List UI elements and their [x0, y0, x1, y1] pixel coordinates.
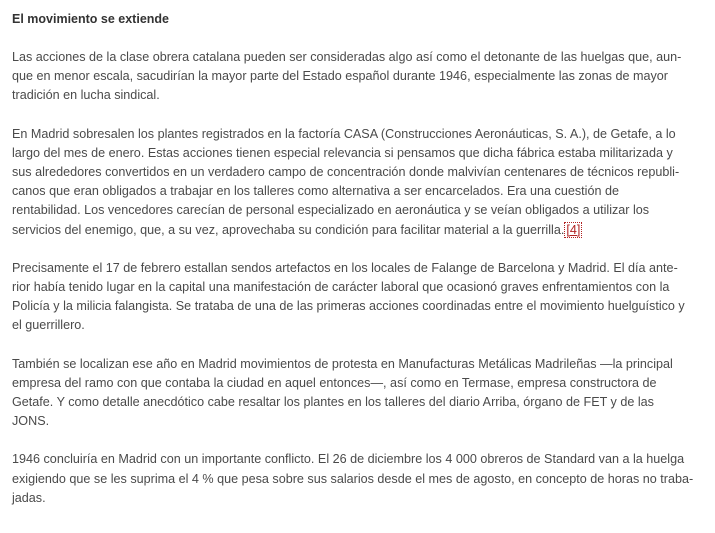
text-line: exigiendo que se les suprima el 4 % que pesa sobre sus salarios desde el mes de agosto, en concepto de horas no traba- — [12, 471, 694, 486]
text-line: JONS. — [12, 414, 50, 429]
text-line: rentabilidad. Los vencedores carecían de personal especializado en aeronáutica y se veían obligados a utilizar los — [12, 203, 650, 218]
section-heading: El movimiento se extiende — [12, 12, 169, 26]
text-line: Policía y la milicia falangista. Se trataba de una de las primeras acciones coordinadas entre el movimiento huelguístico y — [12, 299, 685, 314]
text-line-with-footnote — [12, 221, 703, 240]
text-line: que en menor escala, sacudirían la mayor parte del Estado español durante 1946, especialmente las zonas de mayor — [12, 69, 668, 84]
paragraph-2 — [12, 125, 703, 240]
paragraph-1 — [12, 48, 703, 106]
text-line: sus alrededores convertidos en un verdadero campo de concentración donde malvivían centenares de técnicos republi- — [12, 165, 680, 180]
paragraph-4 — [12, 355, 703, 432]
text-line: También se localizan ese año en Madrid movimientos de protesta en Manufacturas Metálicas Madrileñas —la principal — [12, 356, 673, 371]
text-line: Las acciones de la clase obrera catalana pueden ser consideradas algo así como el detonante de las huelgas que, aun- — [12, 50, 682, 64]
text-line: empresa del ramo con que contaba la ciudad en aquel entonces—, así como en Termase, empresa constructora de — [12, 375, 657, 390]
text-line: rior había tenido lugar en la capital una manifestación de carácter laboral que ocasionó graves enfrentamientos con la — [12, 280, 670, 295]
footnote-link-4[interactable]: [4] — [566, 222, 581, 237]
text-line: En Madrid sobresalen los plantes registrados en la factoría CASA (Construcciones Aeronáuticas, S. A.), de Getafe, a lo — [12, 126, 676, 141]
text-line: largo del mes de enero. Estas acciones tienen especial relevancia si pensamos que dicha fábrica estaba militarizada y — [12, 145, 673, 160]
text-line: tradición en lucha sindical. — [12, 88, 160, 103]
text-line: servicios del enemigo, que, a su vez, aprovechaba su condición para facilitar material a la guerrilla. — [12, 222, 565, 237]
text-line: Getafe. Y como detalle anecdótico cabe resaltar los plantes en los talleres del diario Arriba, órgano de FET y de las — [12, 395, 654, 410]
text-line: el guerrillero. — [12, 318, 85, 333]
text-line: 1946 concluiría en Madrid con un importante conflicto. El 26 de diciembre los 4 000 obreros de Standard van a la huelga — [12, 452, 685, 467]
text-line: Precisamente el 17 de febrero estallan sendos artefactos en los locales de Falange de Barcelona y Madrid. El día ante- — [12, 260, 678, 275]
text-line: canos que eran obligados a trabajar en los talleres como alternativa a ser encarcelados. Era una cuestión de — [12, 184, 619, 199]
paragraph-5 — [12, 450, 703, 508]
text-line: jadas. — [12, 490, 46, 505]
paragraph-3 — [12, 259, 703, 336]
